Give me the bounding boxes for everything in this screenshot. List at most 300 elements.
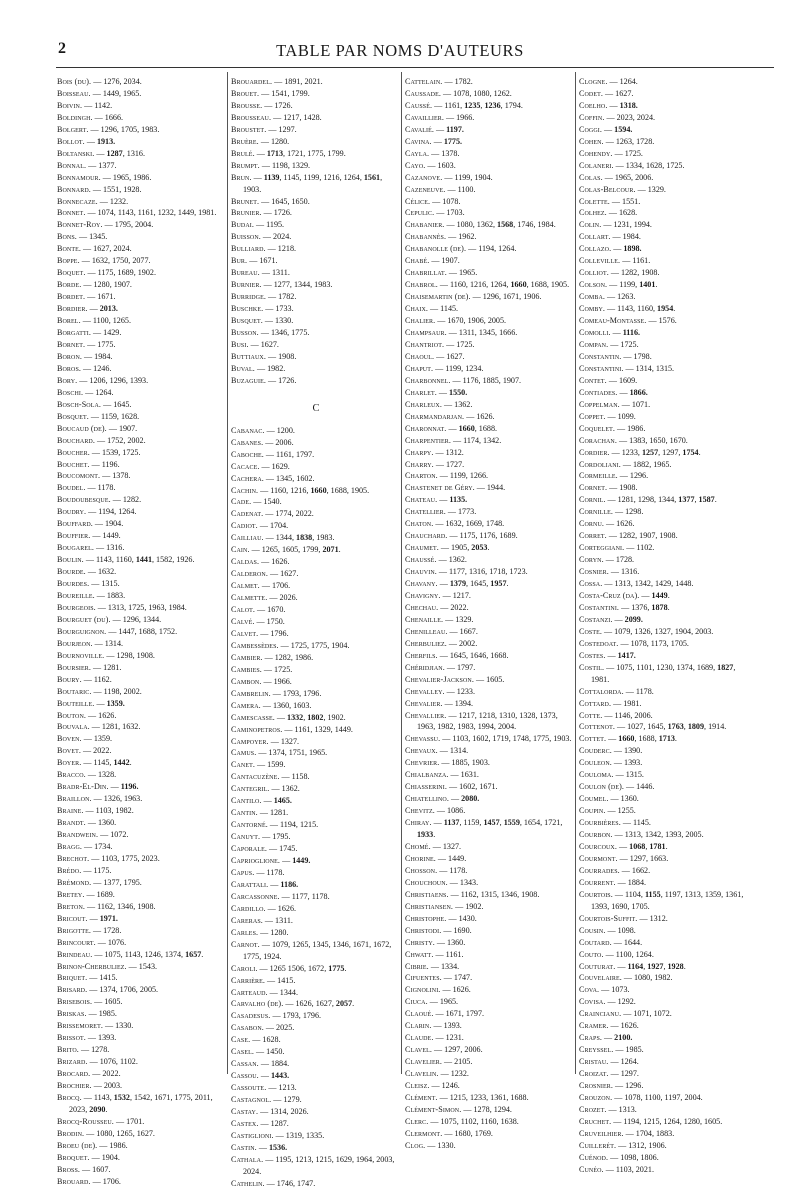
main-reference: 1660 [310,485,327,495]
index-entry: Cottenot. — 1027, 1645, 1763, 1809, 1914. [579,722,727,732]
index-entry: Busson. — 1346, 1775. [231,328,310,338]
page-references [627,962,685,971]
main-reference: 1457 [483,818,500,828]
index-entry: Carrière. — 1415. [231,975,296,985]
reference: 1645. [113,399,132,409]
index-entry: Crozet. — 1313. [579,1104,637,1114]
reference: 1079, 1265, 1345, 1346, 1671, 1672, 1775, 1924. [243,939,392,961]
page-references [271,197,309,206]
index-entry: Chosson. — 1178. [405,865,468,875]
page-references [279,844,297,853]
reference: 1080, 1362, [456,220,498,230]
reference: 1199, 1234. [445,363,484,373]
index-entry: Costa-Cruz (da). — 1449. [579,590,670,600]
page-references [102,531,120,540]
page-references [273,701,311,710]
page-references [446,208,464,217]
author-name: Croizat. [579,1069,609,1079]
page-references [107,436,145,445]
reference: 1793, 1796. [282,688,322,698]
author-name: Chenilleau. [405,626,448,636]
index-entry: Brodin. — 1080, 1265, 1627. [57,1128,155,1138]
page-references [275,509,313,518]
index-entry: Brisebois. — 1605. [57,997,123,1007]
author-name: Bouchet. [57,459,90,469]
author-name: Bournoville. [57,650,105,660]
page-references [271,1071,289,1080]
reference: 1178. [266,868,285,877]
author-name: Borgatti. [57,328,91,338]
index-entry: Brochier. — 2003. [57,1081,123,1091]
page-references [615,89,633,98]
author-name: Busson. [231,328,259,338]
author-name: Colas. [579,172,603,182]
index-entry: Boros. — 1246. [57,363,112,373]
page-references [454,173,492,182]
reference: 1296. [625,1081,644,1091]
page-references [278,376,296,385]
page-references [616,137,654,146]
page-references [91,1045,109,1054]
page-number: 2 [58,40,66,57]
reference: 1602, 1671. [459,782,498,792]
main-reference: 1775. [443,136,463,146]
page-references [96,1129,155,1138]
index-entry: Chauchard. — 1175, 1176, 1689. [405,531,518,541]
author-name: Cavina. [405,136,432,146]
reference: , 1297, [658,447,683,457]
index-entry: Christodi. — 1690. [405,925,472,935]
author-name: Brechot. [57,853,90,863]
index-entry: Clavel. — 1297, 2006. [405,1045,483,1055]
author-name: Busi. [231,339,249,349]
index-entry: Brechot. — 1103, 1775, 2023. [57,853,160,863]
index-entry: Bordet. — 1671. [57,292,116,302]
index-entry: Briskas. — 1985. [57,1009,117,1019]
reference: 1074, 1143, 1161, 1232, 1449, 1981. [97,208,217,218]
page-references [273,232,291,241]
index-entry: Bulliard. — 1218. [231,244,297,254]
index-entry: Bonnamour. — 1965, 1986. [57,172,152,182]
main-reference: 1137 [443,818,460,828]
reference: 1605. [104,997,123,1007]
index-entry: Coupin. — 1255. [579,806,636,816]
reference: 1198, 1329. [271,160,311,170]
page-references [107,149,145,158]
index-entry: Cosnier. — 1316. [579,567,640,577]
page-references [442,256,460,265]
reference: 1281. [269,808,289,818]
author-name: Braine. [57,806,84,816]
reference: . [105,1104,108,1114]
reference: 1100, 1265. [92,316,131,326]
page-references [286,1131,324,1140]
page-references [633,460,671,469]
author-name: Clogne. [579,77,608,86]
index-entry: Christiansen. — 1902. [405,901,484,911]
index-entry: Cavina. — 1775. [405,136,463,146]
page-references [636,543,654,552]
index-entry: Cornu. — 1626. [579,519,635,529]
page-references [446,448,464,457]
page-references [455,699,473,708]
index-entry: Crosnier. — 1296. [579,1081,644,1091]
page-references [284,77,322,86]
author-name: Cantegril. [231,784,270,794]
reference: 1078, 1173, 1705. [630,638,689,648]
reference: 1346, 1775. [270,328,310,338]
reference: 1161. [632,256,651,266]
author-name: Caboche. [231,449,264,459]
author-name: Colliot. [579,268,609,278]
author-name: Bonnet-Roy. [57,220,103,230]
author-name: Bollot. [57,136,85,146]
index-entry: Boudel. — 1178. [57,483,116,493]
page-references [261,340,279,349]
page-references [283,1095,301,1104]
page-references [628,1141,666,1150]
index-entry: Cifuentes. — 1747. [405,973,473,983]
reference: 1231, 1994. [613,220,652,230]
index-entry: Bosch-Sola. — 1645. [57,399,132,409]
index-entry: Bonnard. — 1551, 1928. [57,184,142,194]
index-entry: Chéridjian. — 1797. [405,662,476,672]
page-references [278,1083,296,1092]
author-name: Chevalier. [405,698,443,708]
reference: 1447, 1688, 1752. [118,626,178,636]
author-name: Crouzon. [579,1093,613,1103]
index-entry: Boucaud (de). — 1907. [57,423,138,433]
page-references [438,161,456,170]
page-references [103,77,141,86]
page-references [93,244,131,253]
index-entry: Brisard. — 1374, 1706, 2005. [57,985,159,995]
reference: 1628. [262,1035,281,1045]
index-entry: Chevitz. — 1086. [405,806,466,816]
index-entry: Cramer. — 1626. [579,1021,639,1031]
reference: 1312. [649,913,668,923]
index-entry: Champsaur. — 1311, 1345, 1666. [405,328,518,338]
author-name: Bourjeon. [57,638,93,648]
reference: 1796. [270,628,289,638]
index-entry: Chabanier. — 1080, 1362, 1568, 1746, 1984. [405,220,556,230]
author-name: Calmet. [231,581,260,591]
main-reference: 1443. [270,1071,290,1081]
author-name: Couvelaire. [579,973,622,983]
reference: 1603. [437,160,456,170]
reference: 1160, 1216, [270,485,311,495]
index-entry: Colas. — 1965, 2006. [579,172,654,182]
index-entry: Croizat. — 1297. [579,1069,639,1079]
index-entry: Bouvala. — 1281, 1632. [57,722,141,732]
page-references [279,593,297,602]
page-references [94,101,112,110]
reference: . [683,961,686,971]
index-entry: Boschi. — 1264. [57,387,114,397]
index-entry: Couleon. — 1393. [579,758,643,768]
reference: 2024. [273,232,292,242]
reference: 1319, 1335. [285,1130,325,1140]
page-references [623,244,641,253]
page-references [449,866,467,875]
page-references [262,1035,280,1044]
index-entry: Cambier. — 1282, 1986. [231,652,314,662]
author-name: Chevitz. [405,806,435,816]
page-references [271,1119,289,1128]
reference: , 1542, 1671, 1775, 2011, 2023, [69,1093,213,1114]
index-entry: Bourde. — 1632. [57,567,117,577]
reference: 1541, 1799. [271,88,310,98]
page-references [101,125,160,134]
author-name: Bonnecaze. [57,196,98,206]
index-entry: Carnot. — 1079, 1265, 1345, 1346, 1671, 1672, 1775, 1924. [231,939,392,961]
author-name: Boquet. [57,268,86,278]
page-references [487,483,505,492]
reference: 1965, 1986. [112,172,152,182]
reference: 1198, 2002. [103,686,142,696]
author-name: Cantilo. [231,796,262,806]
author-name: Chabé. [405,256,430,266]
author-name: Carnot. [231,939,260,949]
page-references [271,557,289,566]
page-references [92,1165,110,1174]
page-references [611,985,629,994]
reference: 1360. [97,818,117,828]
page-references [452,734,571,743]
reference: , [303,712,308,722]
index-entry: Bourguignon. — 1447, 1688, 1752. [57,626,178,636]
column-divider [575,72,576,1074]
author-name: Bolgert. [57,124,89,134]
author-name: Boucomont. [57,471,101,481]
author-name: Cathelin. [231,1178,265,1188]
page-references [123,495,141,504]
author-name: Cossa. [579,579,603,589]
index-entry: Castay. — 1314, 2026. [231,1107,309,1117]
author-name: Chatellier. [405,507,446,517]
reference: 1315. [101,579,120,589]
author-name: Chevalier-Jackson. [405,674,474,684]
index-entry: Cazanove. — 1199, 1904. [405,172,493,182]
author-name: Bonnamour. [57,172,101,182]
reference: 1605. [486,674,505,684]
page-references [271,1059,289,1068]
page-references [270,521,288,530]
reference: 1281. [103,662,122,672]
author-name: Costedoat. [579,638,619,648]
index-entry: Clément-Simon. — 1278, 1294. [405,1104,512,1114]
main-reference: 1417. [617,650,636,660]
reference: 1104, [625,889,645,899]
reference: , [645,842,650,851]
page-references [118,627,177,636]
index-entry: Boudoubesque. — 1282. [57,495,142,505]
reference: 1671. [97,292,116,302]
index-entry: Costedoat. — 1078, 1173, 1705. [579,638,689,648]
author-name: Bourde. [57,567,86,577]
author-name: Brunier. [231,208,262,218]
reference: 1078. [442,196,461,206]
reference: 1727. [445,459,465,469]
reference: 1882, 1965. [633,459,672,469]
page-references [617,292,635,301]
author-name: Costantini. [579,602,620,612]
index-entry: Chauvin. — 1177, 1316, 1718, 1723. [405,567,528,577]
author-name: Bordet. [57,292,86,302]
author-name: Carattali. [231,879,269,889]
page-references [623,699,641,708]
author-name: Costes. [579,650,606,660]
index-entry: Careras. — 1311. [231,915,293,925]
author-name: Boldingh. [57,112,93,122]
reference: 1194, 1215. [280,820,319,830]
reference: 1725. [620,339,639,349]
page-references [106,543,124,552]
author-name: Casadesus. [231,1011,271,1021]
main-reference: 1913. [96,136,116,146]
page-references [624,746,642,755]
reference: 1725. [624,148,643,158]
index-entry: Calderon. — 1627. [231,569,299,579]
index-entry: Bradr-El-Din. — 1196. [57,782,139,792]
main-reference: 1713 [266,148,284,158]
author-name: Chaput. [405,363,434,373]
page-references [457,663,475,672]
author-name: Castagnol. [231,1095,272,1105]
index-entry: Cassou. — 1443. [231,1071,290,1081]
main-reference: 1763 [667,722,684,732]
author-name: Chaisemartin (de). [405,292,471,302]
author-name: Colhez. [579,208,607,218]
page-references [621,1057,639,1066]
index-entry: Cabanac. — 1200. [231,425,295,435]
index-entry: Bons. — 1345. [57,232,108,242]
reference: 1446. [636,782,655,792]
author-name: Bradr-El-Din. [57,782,109,792]
reference: 1704. [269,521,289,531]
reference: 1725. [274,664,293,674]
reference: 1282. [122,495,142,505]
author-name: Cardillo. [231,903,266,913]
index-entry: Braine. — 1103, 1982. [57,806,134,816]
page-references [280,988,298,997]
author-name: Brandwein. [57,830,99,840]
reference: . [665,842,668,851]
page-references [620,1153,658,1162]
index-entry: Brousse. — 1726. [231,100,293,110]
index-entry: Chavany. — 1379, 1645, 1957. [405,579,509,589]
page-references [460,531,518,540]
page-references [108,603,187,612]
index-entry: Carteaud. — 1344. [231,987,298,997]
index-entry: Courrent. — 1884. [579,877,647,887]
page-references [98,483,116,492]
reference: 1904. [101,1152,120,1162]
author-name: Budai. [231,220,255,230]
author-name: Couturat. [579,961,616,971]
reference: 1264. [619,77,638,86]
reference: 1194, 1264. [98,507,137,517]
author-name: Chalier. [405,316,436,326]
reference: 1078, 1080, 1262. [453,88,512,98]
reference: 1177, 1316, 1718, 1723. [449,567,528,577]
reference: 1374, 1751, 1965. [268,748,328,758]
author-name: Chaoul. [405,351,435,361]
page-references [441,1117,519,1126]
index-entry: Coffin. — 2023, 2024. [579,112,656,122]
page-references [110,830,128,839]
reference: 1631. [460,770,479,780]
reference: 1194, 1264. [478,244,517,254]
reference: 1027, 1645, [627,722,668,732]
reference: 1733. [275,304,294,314]
author-name: Chauvin. [405,567,437,577]
reference: 1161, 1329, 1449. [294,724,353,734]
reference: 1076, 1102. [99,1057,138,1067]
reference: 1296, 1671, 1906. [482,292,542,302]
author-name: Boucaud (de). [57,423,107,433]
reference: 1296, 1705, 1983. [100,124,160,134]
author-name: Boury. [57,674,82,684]
author-name: Caroli. [231,963,258,973]
page-references [441,962,459,971]
reference: 1965, 2006. [614,172,654,182]
page-references [625,615,643,624]
reference: 1632. [97,567,117,577]
page-references [614,1033,632,1042]
reference: 1667. [459,626,478,636]
author-name: Boursier. [57,662,91,672]
index-entry: Covisa. — 1292. [579,997,636,1007]
index-entry: Chabrol. — 1160, 1216, 1264, 1660, 1688, 1905. [405,280,570,290]
reference: 1645, 1646, 1668. [449,650,509,660]
page-references [620,101,638,110]
page-references [275,916,293,925]
reference: 1377. [98,160,117,170]
reference: 1071, 1072. [633,1009,672,1019]
index-entry: Casel. — 1450. [231,1047,285,1057]
index-entry: Bouton. — 1626. [57,710,117,720]
main-reference: 1878 [651,602,668,612]
author-name: Bruère. [231,136,259,146]
author-name: Courbon. [579,830,613,840]
page-references [277,426,295,435]
index-entry: Busquet. — 1330. [231,316,294,326]
page-references [110,197,128,206]
author-name: Coelho. [579,100,608,110]
author-name: Boureille. [57,590,95,600]
reference: 1383, 1650, 1670. [629,435,688,445]
page-references [449,567,528,576]
page-references [474,1105,512,1114]
reference: 1316. [106,543,125,553]
reference: 1378. [112,471,131,481]
reference: 1071. [631,399,651,409]
author-name: Colin. [579,220,602,230]
index-entry: Camescasse. — 1332, 1802, 1902. [231,712,346,722]
author-name: Boyer. [57,758,82,768]
page-references [615,173,653,182]
author-name: Boron. [57,351,83,361]
index-entry: Costil. — 1075, 1101, 1230, 1374, 1689, 1827, 1981. [579,662,736,684]
page-references [618,412,636,421]
page-references [97,902,155,911]
page-references [441,149,459,158]
reference: 1206, 1296, 1393. [89,375,149,385]
author-name: Bragg. [57,842,83,851]
page-references [94,734,112,743]
author-name: Corteggiani. [579,543,625,553]
